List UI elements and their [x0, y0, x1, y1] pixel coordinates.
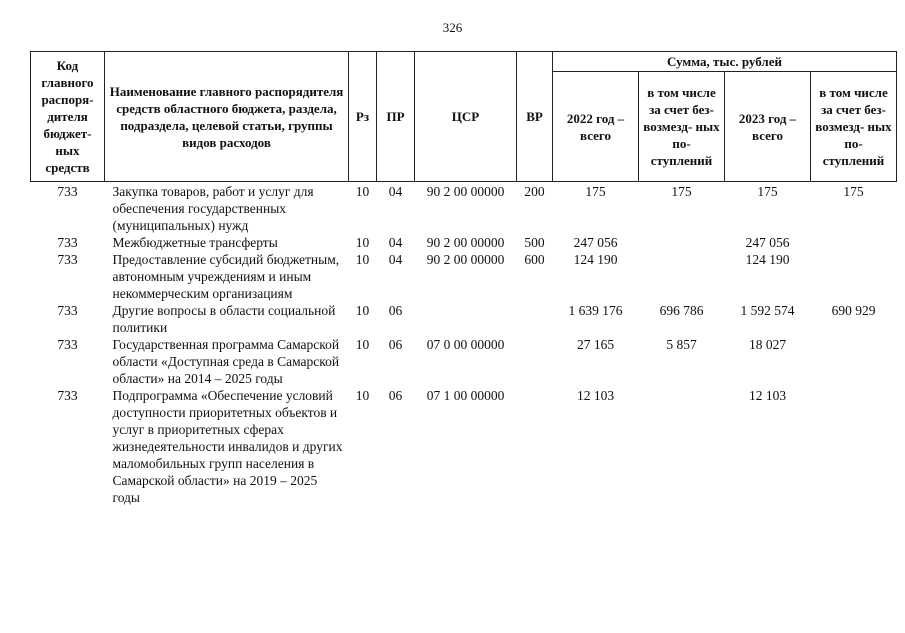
header-2022-total: 2022 год – всего: [553, 72, 639, 182]
cell-2022-total: 124 190: [573, 252, 618, 267]
table-row: [31, 251, 897, 302]
cell-2022-total: 247 056: [573, 235, 618, 250]
cell-csr: 07 1 00 00000: [426, 388, 505, 403]
cell-2022-incl: 175: [671, 184, 692, 199]
cell-csr: 07 0 00 00000: [426, 337, 505, 352]
cell-2023-incl: [811, 336, 897, 387]
table-row: [31, 234, 897, 251]
cell-2023-incl: [811, 251, 897, 302]
cell-name: Предоставление субсидий бюджетным, автономным учреждениям и иным некоммерческим организациям: [112, 252, 340, 301]
cell-2023-incl: 175: [843, 184, 864, 199]
cell-name: Другие вопросы в области социальной политики: [112, 303, 336, 335]
cell-rz: 10: [355, 235, 370, 250]
header-2023-incl: в том числе за счет без- возмезд- ных по- ступлений: [811, 72, 897, 182]
cell-name: Межбюджетные трансферты: [112, 235, 278, 250]
cell-pr: 06: [388, 388, 403, 403]
cell-vr: 600: [524, 252, 545, 267]
cell-2022-total: 175: [585, 184, 606, 199]
header-csr: ЦСР: [415, 52, 517, 182]
cell-code: 733: [57, 337, 78, 352]
cell-rz: 10: [355, 184, 370, 199]
cell-rz: 10: [355, 252, 370, 267]
cell-rz: 10: [355, 303, 370, 318]
header-name: Наименование главного распорядителя средств областного бюджета, раздела, подраздела, целевой статьи, группы видов расходов: [105, 52, 349, 182]
cell-2023-total: 247 056: [745, 235, 790, 250]
cell-pr: 04: [388, 184, 403, 199]
cell-code: 733: [57, 303, 78, 318]
cell-2022-incl: 5 857: [666, 337, 697, 352]
cell-2023-total: 18 027: [748, 337, 787, 352]
cell-pr: 06: [388, 303, 403, 318]
cell-rz: 10: [355, 337, 370, 352]
cell-vr: 200: [524, 184, 545, 199]
cell-pr: 04: [388, 252, 403, 267]
cell-vr: [517, 387, 553, 506]
budget-table: [30, 51, 897, 506]
header-vr: ВР: [517, 52, 553, 182]
cell-name: Подпрограмма «Обеспечение условий доступности приоритетных объектов и услуг в приоритетных сферах жизнедеятельности инвалидов и других маломобильных групп населения в Самарской области» на 2019 – 2025 годы: [112, 388, 343, 505]
cell-2022-incl: 696 786: [659, 303, 704, 318]
cell-2022-total: 1 639 176: [568, 303, 623, 318]
cell-code: 733: [57, 388, 78, 403]
cell-csr: [415, 302, 517, 336]
table-row: [31, 336, 897, 387]
cell-rz: 10: [355, 388, 370, 403]
cell-2023-total: 1 592 574: [740, 303, 795, 318]
cell-2022-incl: [639, 387, 725, 506]
cell-2023-incl: 690 929: [831, 303, 876, 318]
header-pr: ПР: [377, 52, 415, 182]
cell-2023-incl: [811, 234, 897, 251]
cell-csr: 90 2 00 00000: [426, 184, 505, 199]
cell-vr: [517, 336, 553, 387]
cell-csr: 90 2 00 00000: [426, 235, 505, 250]
cell-code: 733: [57, 184, 78, 199]
cell-2022-incl: [639, 251, 725, 302]
cell-pr: 06: [388, 337, 403, 352]
cell-2023-total: 12 103: [748, 388, 787, 403]
page-number: 326: [442, 20, 463, 35]
cell-code: 733: [57, 235, 78, 250]
cell-csr: 90 2 00 00000: [426, 252, 505, 267]
header-code: Код главного распоря- дителя бюджет- ных средств: [31, 52, 105, 182]
cell-code: 733: [57, 252, 78, 267]
header-sum: Сумма, тыс. рублей: [553, 52, 897, 72]
header-2023-total: 2023 год – всего: [725, 72, 811, 182]
cell-2022-total: 27 165: [576, 337, 615, 352]
cell-vr: [517, 302, 553, 336]
header-rz: Рз: [349, 52, 377, 182]
cell-2023-incl: [811, 387, 897, 506]
cell-2023-total: 124 190: [745, 252, 790, 267]
table-row: [31, 387, 897, 506]
cell-name: Государственная программа Самарской области «Доступная среда в Самарской области» на 2014 – 2025 годы: [112, 337, 340, 386]
table-row: [31, 302, 897, 336]
cell-2022-incl: [639, 234, 725, 251]
cell-pr: 04: [388, 235, 403, 250]
cell-vr: 500: [524, 235, 545, 250]
cell-2022-total: 12 103: [576, 388, 615, 403]
cell-name: Закупка товаров, работ и услуг для обеспечения государственных (муниципальных) нужд: [112, 184, 314, 233]
header-2022-incl: в том числе за счет без- возмезд- ных по- ступлений: [639, 72, 725, 182]
table-row: [31, 182, 897, 235]
cell-2023-total: 175: [757, 184, 778, 199]
